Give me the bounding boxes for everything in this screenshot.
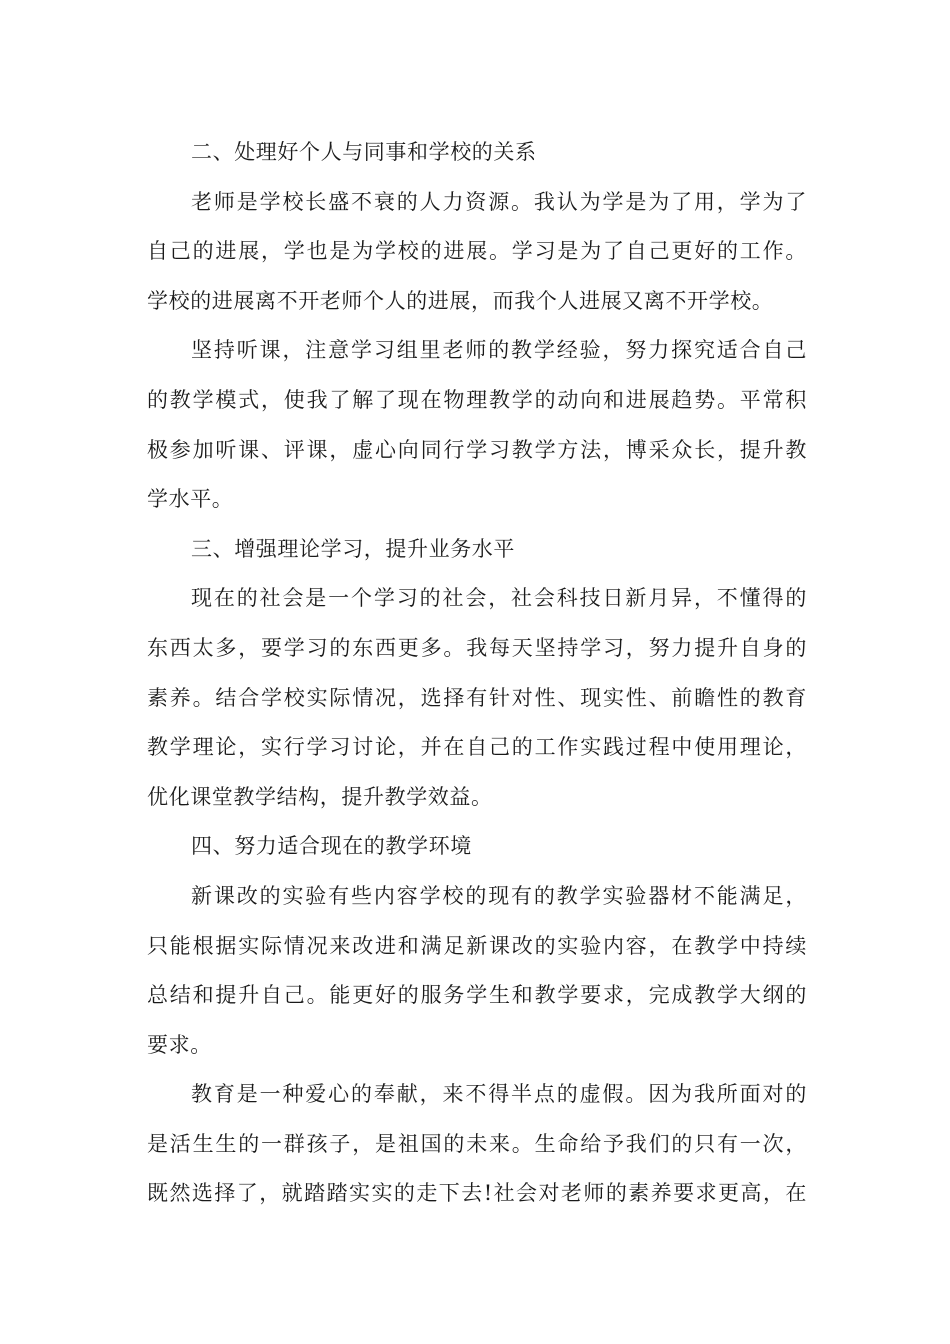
paragraph-line: 坚持听课，注意学习组里老师的教学经验，努力探究适合自己 [191,338,807,363]
paragraph-line: 极参加听课、评课，虚心向同行学习教学方法，博采众长，提升教 [147,437,807,462]
paragraph-line: 总结和提升自己。能更好的服务学生和教学要求，完成教学大纲的 [147,983,807,1008]
paragraph-line: 教育是一种爱心的奉献，来不得半点的虚假。因为我所面对的 [191,1082,807,1107]
paragraph-line: 的教学模式，使我了解了现在物理教学的动向和进展趋势。平常积 [147,387,807,412]
paragraph-line: 学水平。 [147,487,234,512]
paragraph-line: 现在的社会是一个学习的社会，社会科技日新月异，不懂得的 [191,586,807,611]
paragraph-line: 素养。结合学校实际情况，选择有针对性、现实性、前瞻性的教育 [147,685,807,710]
paragraph-line: 学校的进展离不开老师个人的进展，而我个人进展又离不开学校。 [147,288,774,313]
paragraph-line: 既然选择了，就踏踏实实的走下去!社会对老师的素养要求更高，在 [147,1181,807,1206]
section-heading: 三、增强理论学习，提升业务水平 [191,536,515,561]
paragraph-line: 要求。 [147,1032,212,1057]
section-heading: 四、努力适合现在的教学环境 [191,834,472,859]
paragraph-line: 新课改的实验有些内容学校的现有的教学实验器材不能满足， [191,883,807,908]
document-body [147,128,807,1219]
paragraph-line: 教学理论，实行学习讨论，并在自己的工作实践过程中使用理论， [147,735,807,760]
paragraph-line: 老师是学校长盛不衰的人力资源。我认为学是为了用，学为了 [191,189,807,214]
section-heading: 二、处理好个人与同事和学校的关系 [191,140,537,164]
paragraph-line: 东西太多，要学习的东西更多。我每天坚持学习，努力提升自身的 [147,635,807,660]
paragraph-line: 只能根据实际情况来改进和满足新课改的实验内容，在教学中持续 [147,933,807,958]
paragraph-line: 自己的进展，学也是为学校的进展。学习是为了自己更好的工作。 [147,239,807,264]
paragraph-line: 优化课堂教学结构，提升教学效益。 [147,784,493,809]
paragraph-line: 是活生生的一群孩子，是祖国的未来。生命给予我们的只有一次， [147,1131,807,1156]
